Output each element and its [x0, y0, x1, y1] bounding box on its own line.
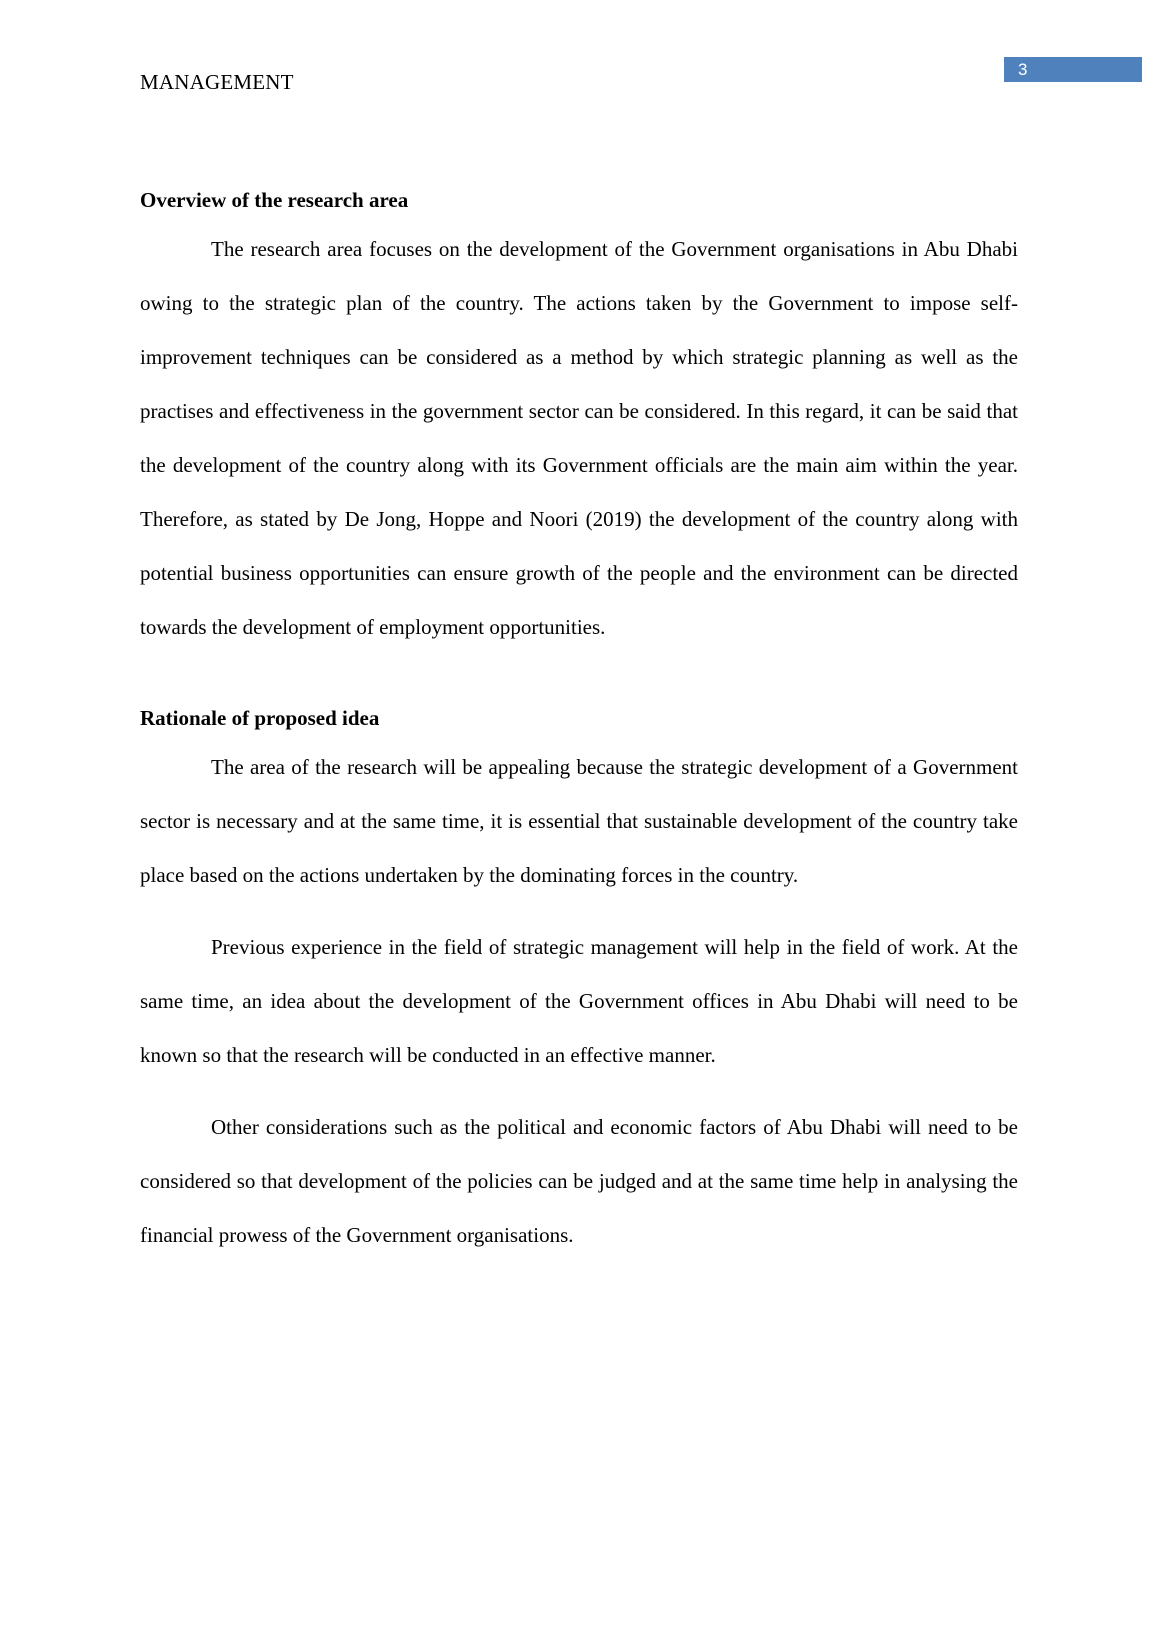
section-rationale [140, 698, 1018, 1262]
section-heading-rationale: Rationale of proposed idea [140, 706, 380, 730]
page-number-badge: 3 [1004, 57, 1142, 82]
paragraph-overview-1: The research area focuses on the development of the Government organisations in Abu Dhabi owing to the strategic plan of the country. The actions taken by the Government to impose self-improvement techniques can be considered as a method by which strategic planning as well as the practises and effectiveness in the government sector can be considered. In this regard, it can be said that the development of the country along with its Government officials are the main aim within the year. Therefore, as stated by De Jong, Hoppe and Noori (2019) the development of the country along with potential business opportunities can ensure growth of the people and the environment can be directed towards the development of employment opportunities. [140, 237, 1018, 639]
running-head: MANAGEMENT [140, 70, 294, 94]
paragraph-rationale-2: Previous experience in the field of strategic management will help in the field of work. At the same time, an idea about the development of the Government offices in Abu Dhabi will need to be known so that the research will be conducted in an effective manner. [140, 935, 1018, 1067]
section-heading-overview: Overview of the research area [140, 188, 409, 212]
paragraph-rationale-3: Other considerations such as the political and economic factors of Abu Dhabi will need to be considered so that development of the policies can be judged and at the same time help in analysing the financial prowess of the Government organisations. [140, 1115, 1018, 1247]
document-body [140, 180, 1018, 1262]
section-overview [140, 180, 1018, 654]
paragraph-rationale-1: The area of the research will be appealing because the strategic development of a Government sector is necessary and at the same time, it is essential that sustainable development of the country take place based on the actions undertaken by the dominating forces in the country. [140, 755, 1018, 887]
